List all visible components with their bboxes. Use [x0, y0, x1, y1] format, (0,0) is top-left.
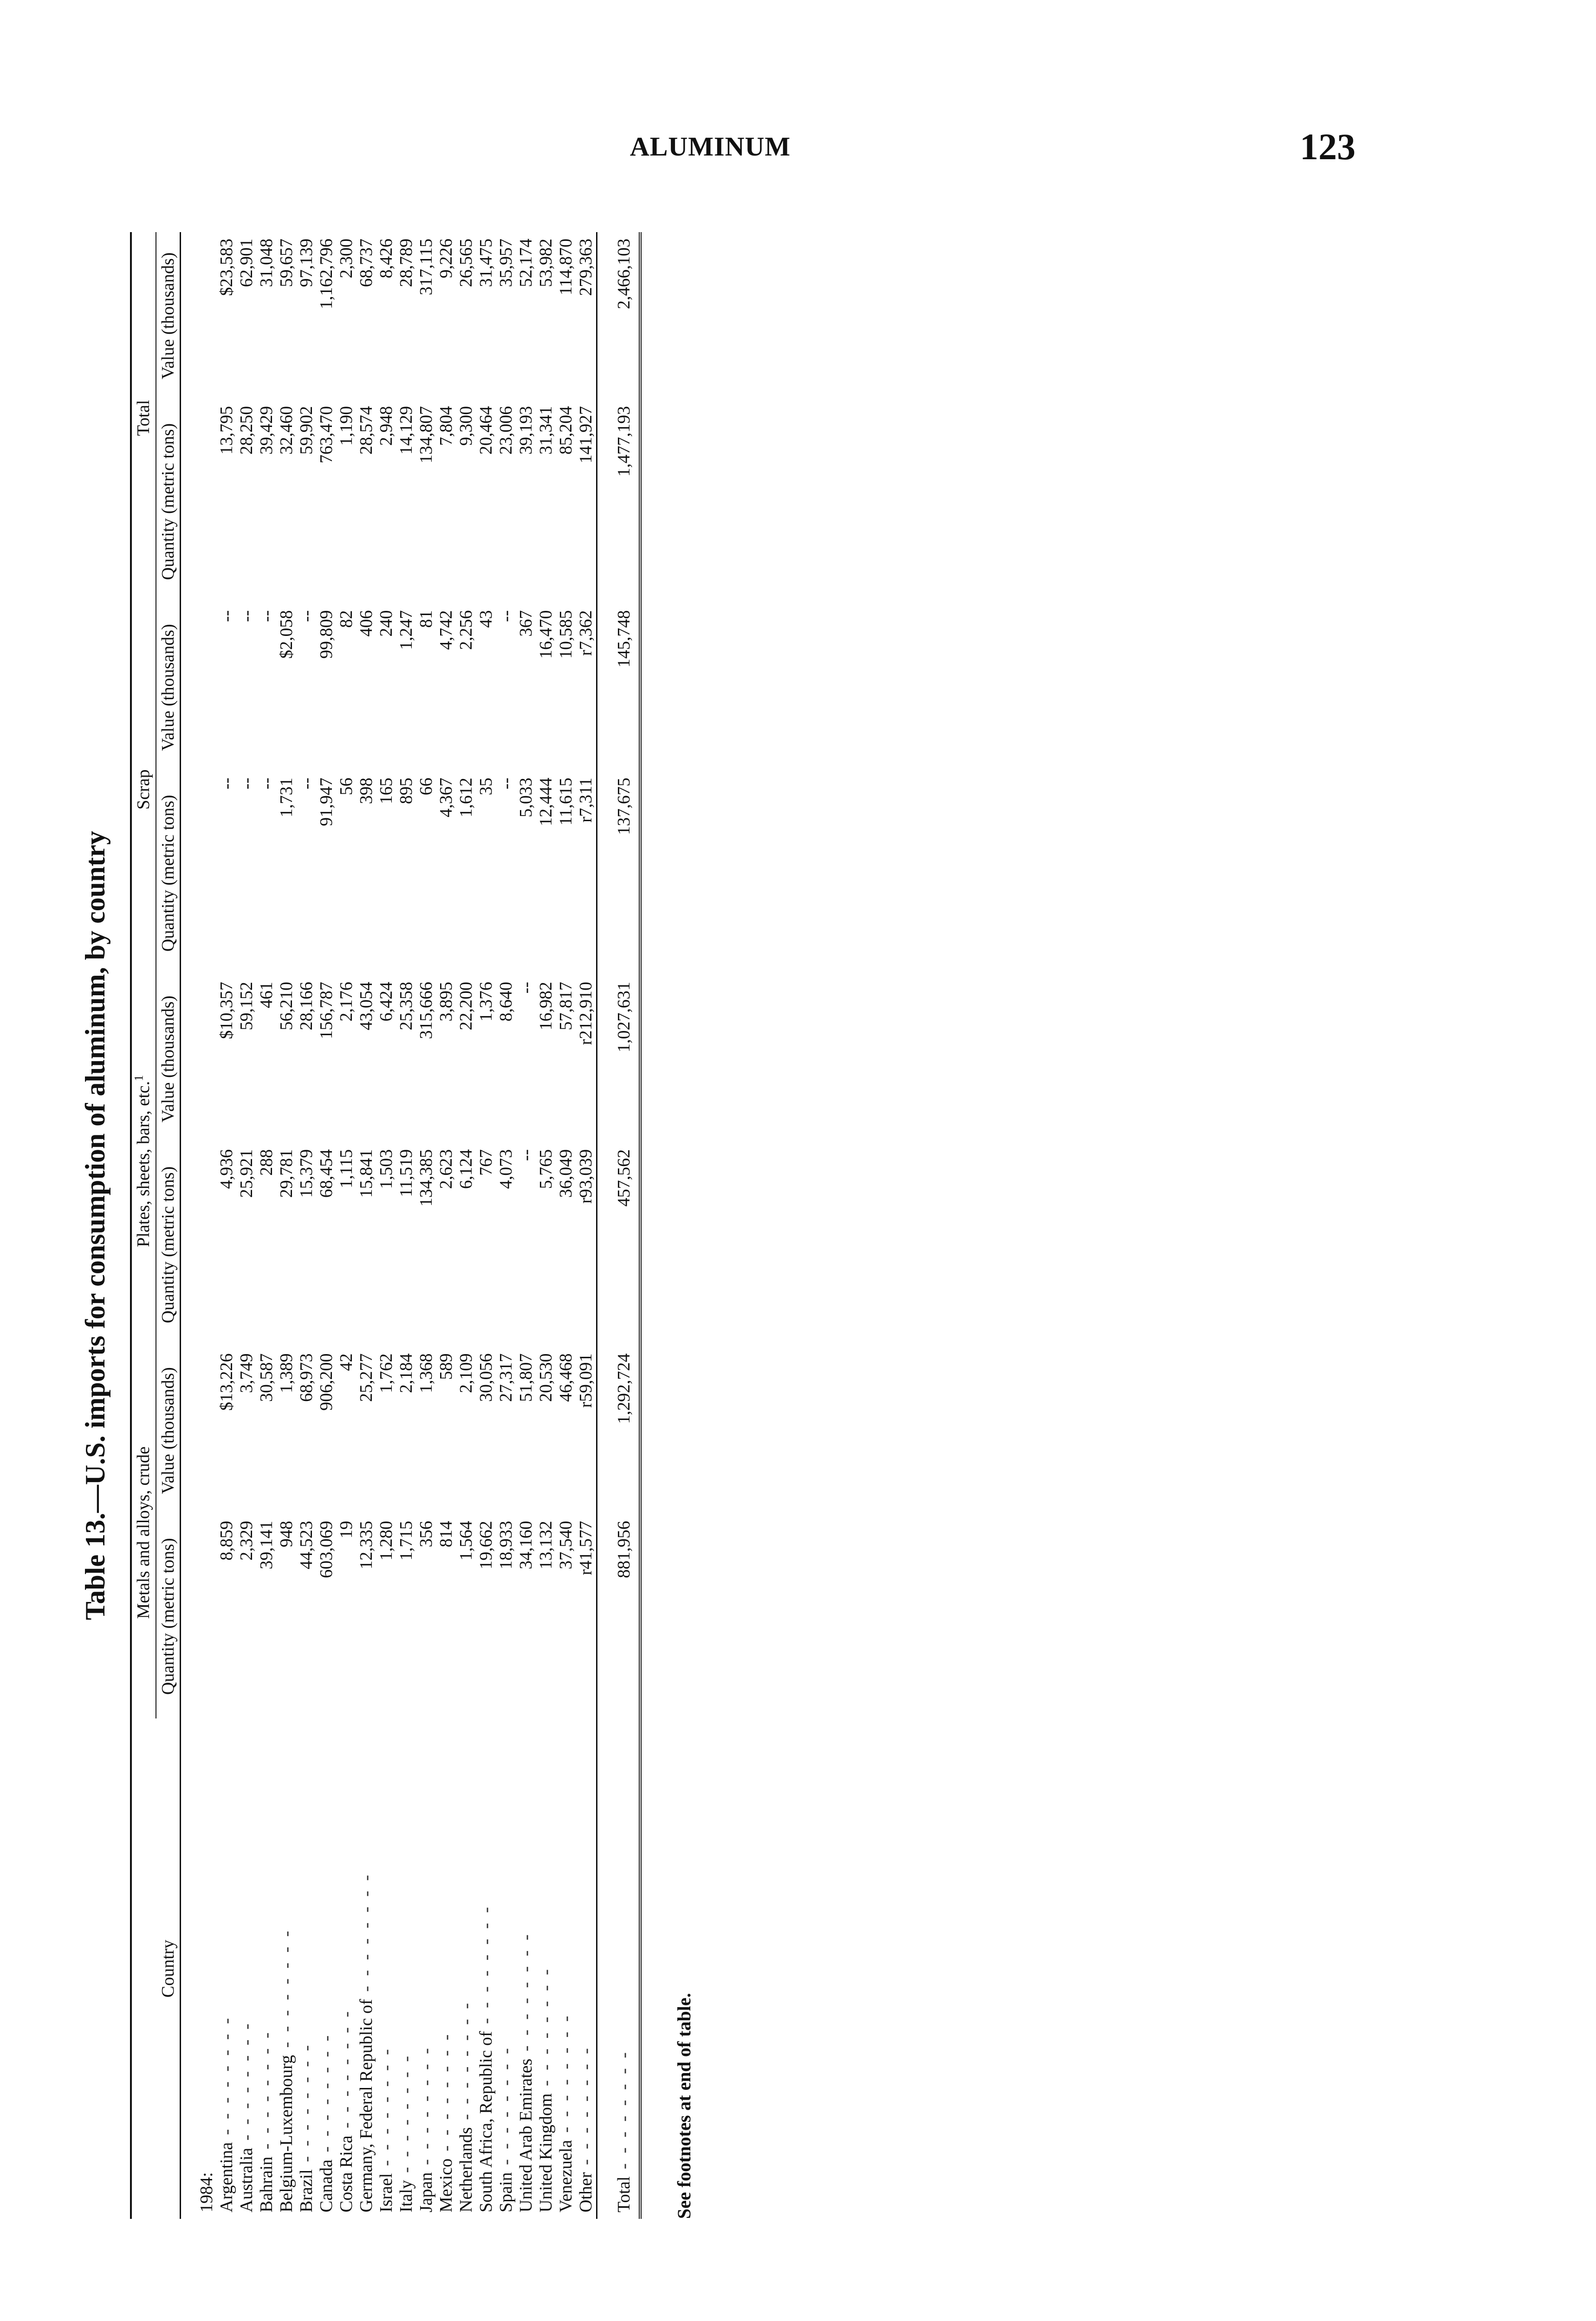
country-cell — [257, 1718, 277, 2219]
page-number: 123 — [1300, 127, 1356, 168]
value-cell: 8,640 — [496, 982, 516, 1022]
value-cell: 34,160 — [516, 1521, 536, 1569]
dot-leader: - - - - - - - - — [337, 2009, 356, 2136]
value-cell: 288 — [257, 1149, 276, 1176]
country-cell — [376, 1718, 396, 2219]
value-cell: 8,426 — [376, 239, 396, 279]
value-cell: 30,056 — [476, 1353, 496, 1402]
dot-leader: - - - - - - - - — [436, 2031, 456, 2159]
country-name: United Kingdom — [536, 2093, 556, 2212]
value-cell: 13,795 — [217, 406, 236, 455]
group-header-total: Total — [131, 232, 156, 604]
rotated-table-region — [74, 232, 761, 2219]
value-cell: 589 — [436, 1353, 456, 1380]
table-row — [217, 232, 237, 2219]
value-cell: 42 — [337, 1353, 356, 1371]
value-cell: 1,162,796 — [317, 239, 336, 309]
dot-leader: - - - - - - - - — [317, 2032, 336, 2160]
country-name: Brazil — [297, 2169, 316, 2212]
value-cell: 59,902 — [297, 406, 316, 455]
value-cell: 10,585 — [556, 610, 576, 659]
country-name: Germany, Federal Republic of — [357, 1999, 376, 2212]
value-cell: 279,363 — [576, 239, 596, 296]
value-cell: 603,069 — [317, 1521, 336, 1578]
value-cell: 20,464 — [476, 406, 496, 455]
quantity-column-header: Quantity (metric tons) — [156, 1514, 181, 1718]
value-cell: r41,577 — [576, 1521, 596, 1575]
value-cell: 9,226 — [436, 239, 456, 279]
value-cell: 68,454 — [317, 1149, 336, 1198]
country-name: Canada — [317, 2159, 336, 2212]
value-cell: 44,523 — [297, 1521, 316, 1569]
value-cell: 1,612 — [456, 778, 476, 817]
country-name: Spain — [496, 2172, 516, 2212]
value-cell: 1,477,193 — [597, 400, 635, 604]
country-name: Israel — [376, 2173, 396, 2212]
value-cell: 4,073 — [496, 1149, 516, 1189]
value-cell: 62,901 — [237, 239, 256, 287]
value-cell: 1,292,724 — [597, 1347, 635, 1515]
value-cell: 43,054 — [357, 982, 376, 1031]
value-cell: 14,129 — [396, 406, 416, 455]
value-cell: 68,973 — [297, 1353, 316, 1402]
value-cell: 1,247 — [396, 610, 416, 650]
value-cell: 91,947 — [317, 778, 336, 826]
value-cell: 356 — [416, 1521, 436, 1548]
group-header-plates: Plates, sheets, bars, etc.$^1$ — [131, 975, 156, 1347]
dot-leader: - - - - - - - - — [376, 2046, 396, 2173]
page-section-title: ALUMINUM — [629, 131, 791, 162]
value-cell: $23,583 — [217, 239, 236, 296]
country-name: Australia — [237, 2147, 256, 2212]
dot-leader: - - - - - - - - — [416, 2045, 436, 2172]
quantity-column-header: Quantity (metric tons) — [156, 1143, 181, 1347]
footnote-reference: See footnotes at end of table. — [674, 1993, 694, 2219]
value-cell: 398 — [357, 778, 376, 804]
value-cell: 52,174 — [516, 239, 536, 287]
country-cell — [576, 1718, 597, 2219]
value-cell: 30,587 — [257, 1353, 276, 1402]
value-cell: $10,357 — [217, 982, 236, 1039]
value-cell: -- — [516, 982, 536, 994]
value-cell: 31,475 — [476, 239, 496, 287]
value-cell: 35 — [476, 778, 496, 796]
country-cell — [217, 1718, 237, 2219]
value-cell: 59,152 — [237, 982, 256, 1031]
dot-leader: - - - - - - - - — [396, 2053, 416, 2180]
table-bottom-rule — [634, 232, 640, 2219]
country-name: Bahrain — [257, 2156, 276, 2212]
value-cell: 1,190 — [337, 406, 356, 446]
value-cell: 1,503 — [376, 1149, 396, 1189]
dot-leader: - - - - - - - - — [576, 2045, 596, 2172]
value-cell: 457,562 — [597, 1143, 635, 1347]
dot-leader: - - - - - - - - — [556, 2013, 576, 2140]
dot-leader: - - - - - - - - — [277, 1928, 296, 2055]
value-cell: 53,982 — [536, 239, 556, 287]
table-row — [536, 232, 556, 2219]
group-header-scrap: Scrap — [131, 604, 156, 975]
table-row — [277, 232, 297, 2219]
value-cell: 6,424 — [376, 982, 396, 1022]
value-cell: 12,444 — [536, 778, 556, 826]
country-name: United Arab Emirates — [516, 2058, 536, 2212]
value-cell: 25,277 — [357, 1353, 376, 1402]
value-cell: 26,565 — [456, 239, 476, 287]
value-cell: 881,956 — [597, 1514, 635, 1718]
value-cell: -- — [297, 610, 316, 622]
value-cell: 59,657 — [277, 239, 296, 287]
table-row — [257, 232, 277, 2219]
table-row — [496, 232, 516, 2219]
dot-leader: - - - - - - - - — [614, 2049, 634, 2177]
value-cell: 948 — [277, 1521, 296, 1548]
value-cell: 81 — [416, 610, 436, 628]
value-cell: 137,675 — [597, 771, 635, 975]
value-cell: 25,921 — [237, 1149, 256, 1198]
value-cell: 29,781 — [277, 1149, 296, 1198]
value-cell: 46,468 — [556, 1353, 576, 1402]
table-row — [476, 232, 496, 2219]
value-cell: 11,519 — [396, 1149, 416, 1197]
value-cell: 35,957 — [496, 239, 516, 287]
value-cell: 31,048 — [257, 239, 276, 287]
value-cell: 2,300 — [337, 239, 356, 279]
value-cell: 8,859 — [217, 1521, 236, 1561]
dot-leader: - - - - - - - - — [536, 1966, 556, 2094]
value-cell: 3,895 — [436, 982, 456, 1022]
country-cell — [337, 1718, 357, 2219]
value-cell: 4,367 — [436, 778, 456, 817]
value-cell: 134,807 — [416, 406, 436, 464]
country-name: Costa Rica — [337, 2135, 356, 2212]
country-name: South Africa, Republic of — [476, 2031, 496, 2212]
dot-leader: - - - - - - - - — [456, 2000, 476, 2127]
value-cell: 82 — [337, 610, 356, 628]
value-cell: 13,132 — [536, 1521, 556, 1569]
value-cell: 406 — [357, 610, 376, 637]
value-cell: 145,748 — [597, 604, 635, 772]
country-name: Venezuela — [556, 2139, 576, 2212]
value-cell: 57,817 — [556, 982, 576, 1031]
value-cell: 36,049 — [556, 1149, 576, 1198]
value-cell: 7,804 — [436, 406, 456, 446]
value-cell: 11,615 — [556, 778, 576, 826]
value-cell: 37,540 — [556, 1521, 576, 1569]
dot-leader: - - - - - - - - — [476, 1904, 496, 2031]
value-cell: 2,109 — [456, 1353, 476, 1394]
value-cell: 2,184 — [396, 1353, 416, 1394]
footnote-marker: 1 — [132, 1075, 146, 1081]
value-cell: 15,841 — [357, 1149, 376, 1198]
value-cell: 16,470 — [536, 610, 556, 659]
value-cell: 6,124 — [456, 1149, 476, 1189]
value-cell: 4,742 — [436, 610, 456, 650]
year-label: 1984: — [197, 2172, 216, 2212]
value-cell: 1,368 — [416, 1353, 436, 1394]
country-cell — [536, 1718, 556, 2219]
table-container — [74, 232, 761, 2219]
value-column-header: Value (thousands) — [156, 975, 181, 1143]
country-column-header: Country — [131, 1718, 181, 2219]
country-cell — [277, 1718, 297, 2219]
value-column-header: Value (thousands) — [156, 1347, 181, 1515]
quantity-column-header: Quantity (metric tons) — [156, 771, 181, 975]
value-cell: 16,982 — [536, 982, 556, 1031]
value-cell: 1,280 — [376, 1521, 396, 1561]
total-row — [597, 232, 635, 2219]
value-cell: -- — [297, 778, 316, 790]
country-cell — [357, 1718, 376, 2219]
value-cell: -- — [496, 610, 516, 622]
value-cell: 68,737 — [357, 239, 376, 287]
country-name: Belgium-Luxembourg — [277, 2055, 296, 2212]
value-cell: 2,329 — [237, 1521, 256, 1561]
value-cell: -- — [257, 610, 276, 622]
value-cell: 43 — [476, 610, 496, 628]
value-cell: 56 — [337, 778, 356, 796]
value-cell: 763,470 — [317, 406, 336, 464]
table-row — [456, 232, 476, 2219]
table-row — [317, 232, 337, 2219]
value-cell: -- — [237, 610, 256, 622]
value-cell: 134,385 — [416, 1149, 436, 1207]
value-cell: r212,910 — [576, 982, 596, 1045]
table-row — [396, 232, 416, 2219]
country-name: Mexico — [436, 2158, 456, 2212]
value-cell: 240 — [376, 610, 396, 637]
value-cell: 3,749 — [237, 1353, 256, 1394]
value-cell: 1,731 — [277, 778, 296, 817]
dot-leader: - - - - - - - - — [237, 2021, 256, 2148]
value-cell: 32,460 — [277, 406, 296, 455]
value-cell: 39,193 — [516, 406, 536, 455]
value-cell: -- — [257, 778, 276, 790]
value-cell: 1,564 — [456, 1521, 476, 1561]
value-cell: 25,358 — [396, 982, 416, 1031]
value-cell: 22,200 — [456, 982, 476, 1031]
value-cell: 5,033 — [516, 778, 536, 817]
value-cell: 2,256 — [456, 610, 476, 650]
value-cell: 99,809 — [317, 610, 336, 659]
country-name: Japan — [416, 2172, 436, 2212]
value-cell: 15,379 — [297, 1149, 316, 1198]
value-cell: 367 — [516, 610, 536, 637]
value-cell: 18,933 — [496, 1521, 516, 1569]
value-cell: 97,139 — [297, 239, 316, 287]
value-cell: 19,662 — [476, 1521, 496, 1569]
value-cell: 85,204 — [556, 406, 576, 455]
table-row — [297, 232, 317, 2219]
table-row — [516, 232, 536, 2219]
value-cell: 315,666 — [416, 982, 436, 1039]
value-column-header: Value (thousands) — [156, 604, 181, 772]
value-cell: 31,341 — [536, 406, 556, 455]
country-cell — [317, 1718, 337, 2219]
value-cell: 9,300 — [456, 406, 476, 446]
value-cell: 2,466,103 — [597, 232, 635, 400]
imports-table — [130, 232, 642, 2219]
country-cell — [436, 1718, 456, 2219]
table-row — [337, 232, 357, 2219]
table-row — [556, 232, 576, 2219]
country-cell — [396, 1718, 416, 2219]
value-cell: 20,530 — [536, 1353, 556, 1402]
value-cell: 28,166 — [297, 982, 316, 1031]
value-cell: 51,807 — [516, 1353, 536, 1402]
value-cell: -- — [237, 778, 256, 790]
value-cell: 56,210 — [277, 982, 296, 1031]
value-cell: 1,762 — [376, 1353, 396, 1394]
country-cell — [516, 1718, 536, 2219]
table-row — [416, 232, 436, 2219]
country-cell — [597, 1718, 635, 2219]
country-name: Argentina — [217, 2142, 236, 2212]
value-cell: 141,927 — [576, 406, 596, 464]
value-cell: 12,335 — [357, 1521, 376, 1569]
value-cell: 39,429 — [257, 406, 276, 455]
value-cell: 1,715 — [396, 1521, 416, 1561]
value-cell: 1,376 — [476, 982, 496, 1022]
group-header-metals: Metals and alloys, crude — [131, 1347, 156, 1718]
value-cell: 1,027,631 — [597, 975, 635, 1143]
value-cell: 28,574 — [357, 406, 376, 455]
table-row — [576, 232, 597, 2219]
country-cell — [416, 1718, 436, 2219]
dot-leader: - - - - - - - - — [516, 1932, 536, 2059]
value-cell: 114,870 — [556, 239, 576, 296]
value-cell: 27,317 — [496, 1353, 516, 1402]
table-row — [237, 232, 257, 2219]
value-cell: 19 — [337, 1521, 356, 1539]
country-cell — [496, 1718, 516, 2219]
country-name: Other — [576, 2172, 596, 2212]
value-cell: 4,936 — [217, 1149, 236, 1189]
value-cell: 165 — [376, 778, 396, 804]
table-row — [357, 232, 376, 2219]
country-cell — [297, 1718, 317, 2219]
value-cell: -- — [516, 1149, 536, 1161]
value-cell: 156,787 — [317, 982, 336, 1039]
dot-leader: - - - - - - - - — [496, 2045, 516, 2172]
value-cell: $2,058 — [277, 610, 296, 659]
dot-leader: - - - - - - - - — [217, 2015, 236, 2142]
value-cell: -- — [217, 778, 236, 790]
value-cell: 461 — [257, 982, 276, 1009]
value-cell: r59,091 — [576, 1353, 596, 1408]
value-cell: r93,039 — [576, 1149, 596, 1204]
country-name: Total — [614, 2176, 634, 2212]
country-cell — [476, 1718, 496, 2219]
value-cell: 28,789 — [396, 239, 416, 287]
value-cell: 39,141 — [257, 1521, 276, 1569]
value-cell: -- — [496, 778, 516, 790]
country-name: Italy — [396, 2180, 416, 2212]
value-column-header: Value (thousands) — [156, 232, 181, 400]
value-cell: 2,948 — [376, 406, 396, 446]
value-cell: $13,226 — [217, 1353, 236, 1411]
table-title: Table 13.—U.S. imports for consumption of aluminum, by country — [80, 830, 110, 1621]
dot-leader: - - - - - - - - — [297, 2042, 316, 2170]
value-cell: 895 — [396, 778, 416, 804]
country-name: Netherlands — [456, 2127, 476, 2212]
dot-leader: - - - - - - - - — [257, 2029, 276, 2157]
country-cell — [556, 1718, 576, 2219]
table-row — [376, 232, 396, 2219]
quantity-column-header: Quantity (metric tons) — [156, 400, 181, 604]
value-cell: 28,250 — [237, 406, 256, 455]
value-cell: 5,765 — [536, 1149, 556, 1189]
country-cell — [456, 1718, 476, 2219]
value-cell: 1,115 — [337, 1149, 356, 1188]
value-cell: 1,389 — [277, 1353, 296, 1394]
value-cell: r7,362 — [576, 610, 596, 656]
country-cell — [237, 1718, 257, 2219]
value-cell: 906,200 — [317, 1353, 336, 1411]
value-cell: 814 — [436, 1521, 456, 1548]
value-cell: 767 — [476, 1149, 496, 1176]
value-cell: 66 — [416, 778, 436, 796]
table-row — [436, 232, 456, 2219]
dot-leader: - - - - - - - - — [357, 1872, 376, 1999]
value-cell: 317,115 — [416, 239, 436, 296]
value-cell: r7,311 — [576, 778, 596, 823]
value-cell: 2,176 — [337, 982, 356, 1022]
value-cell: -- — [217, 610, 236, 622]
value-cell: 23,006 — [496, 406, 516, 455]
value-cell: 2,623 — [436, 1149, 456, 1189]
